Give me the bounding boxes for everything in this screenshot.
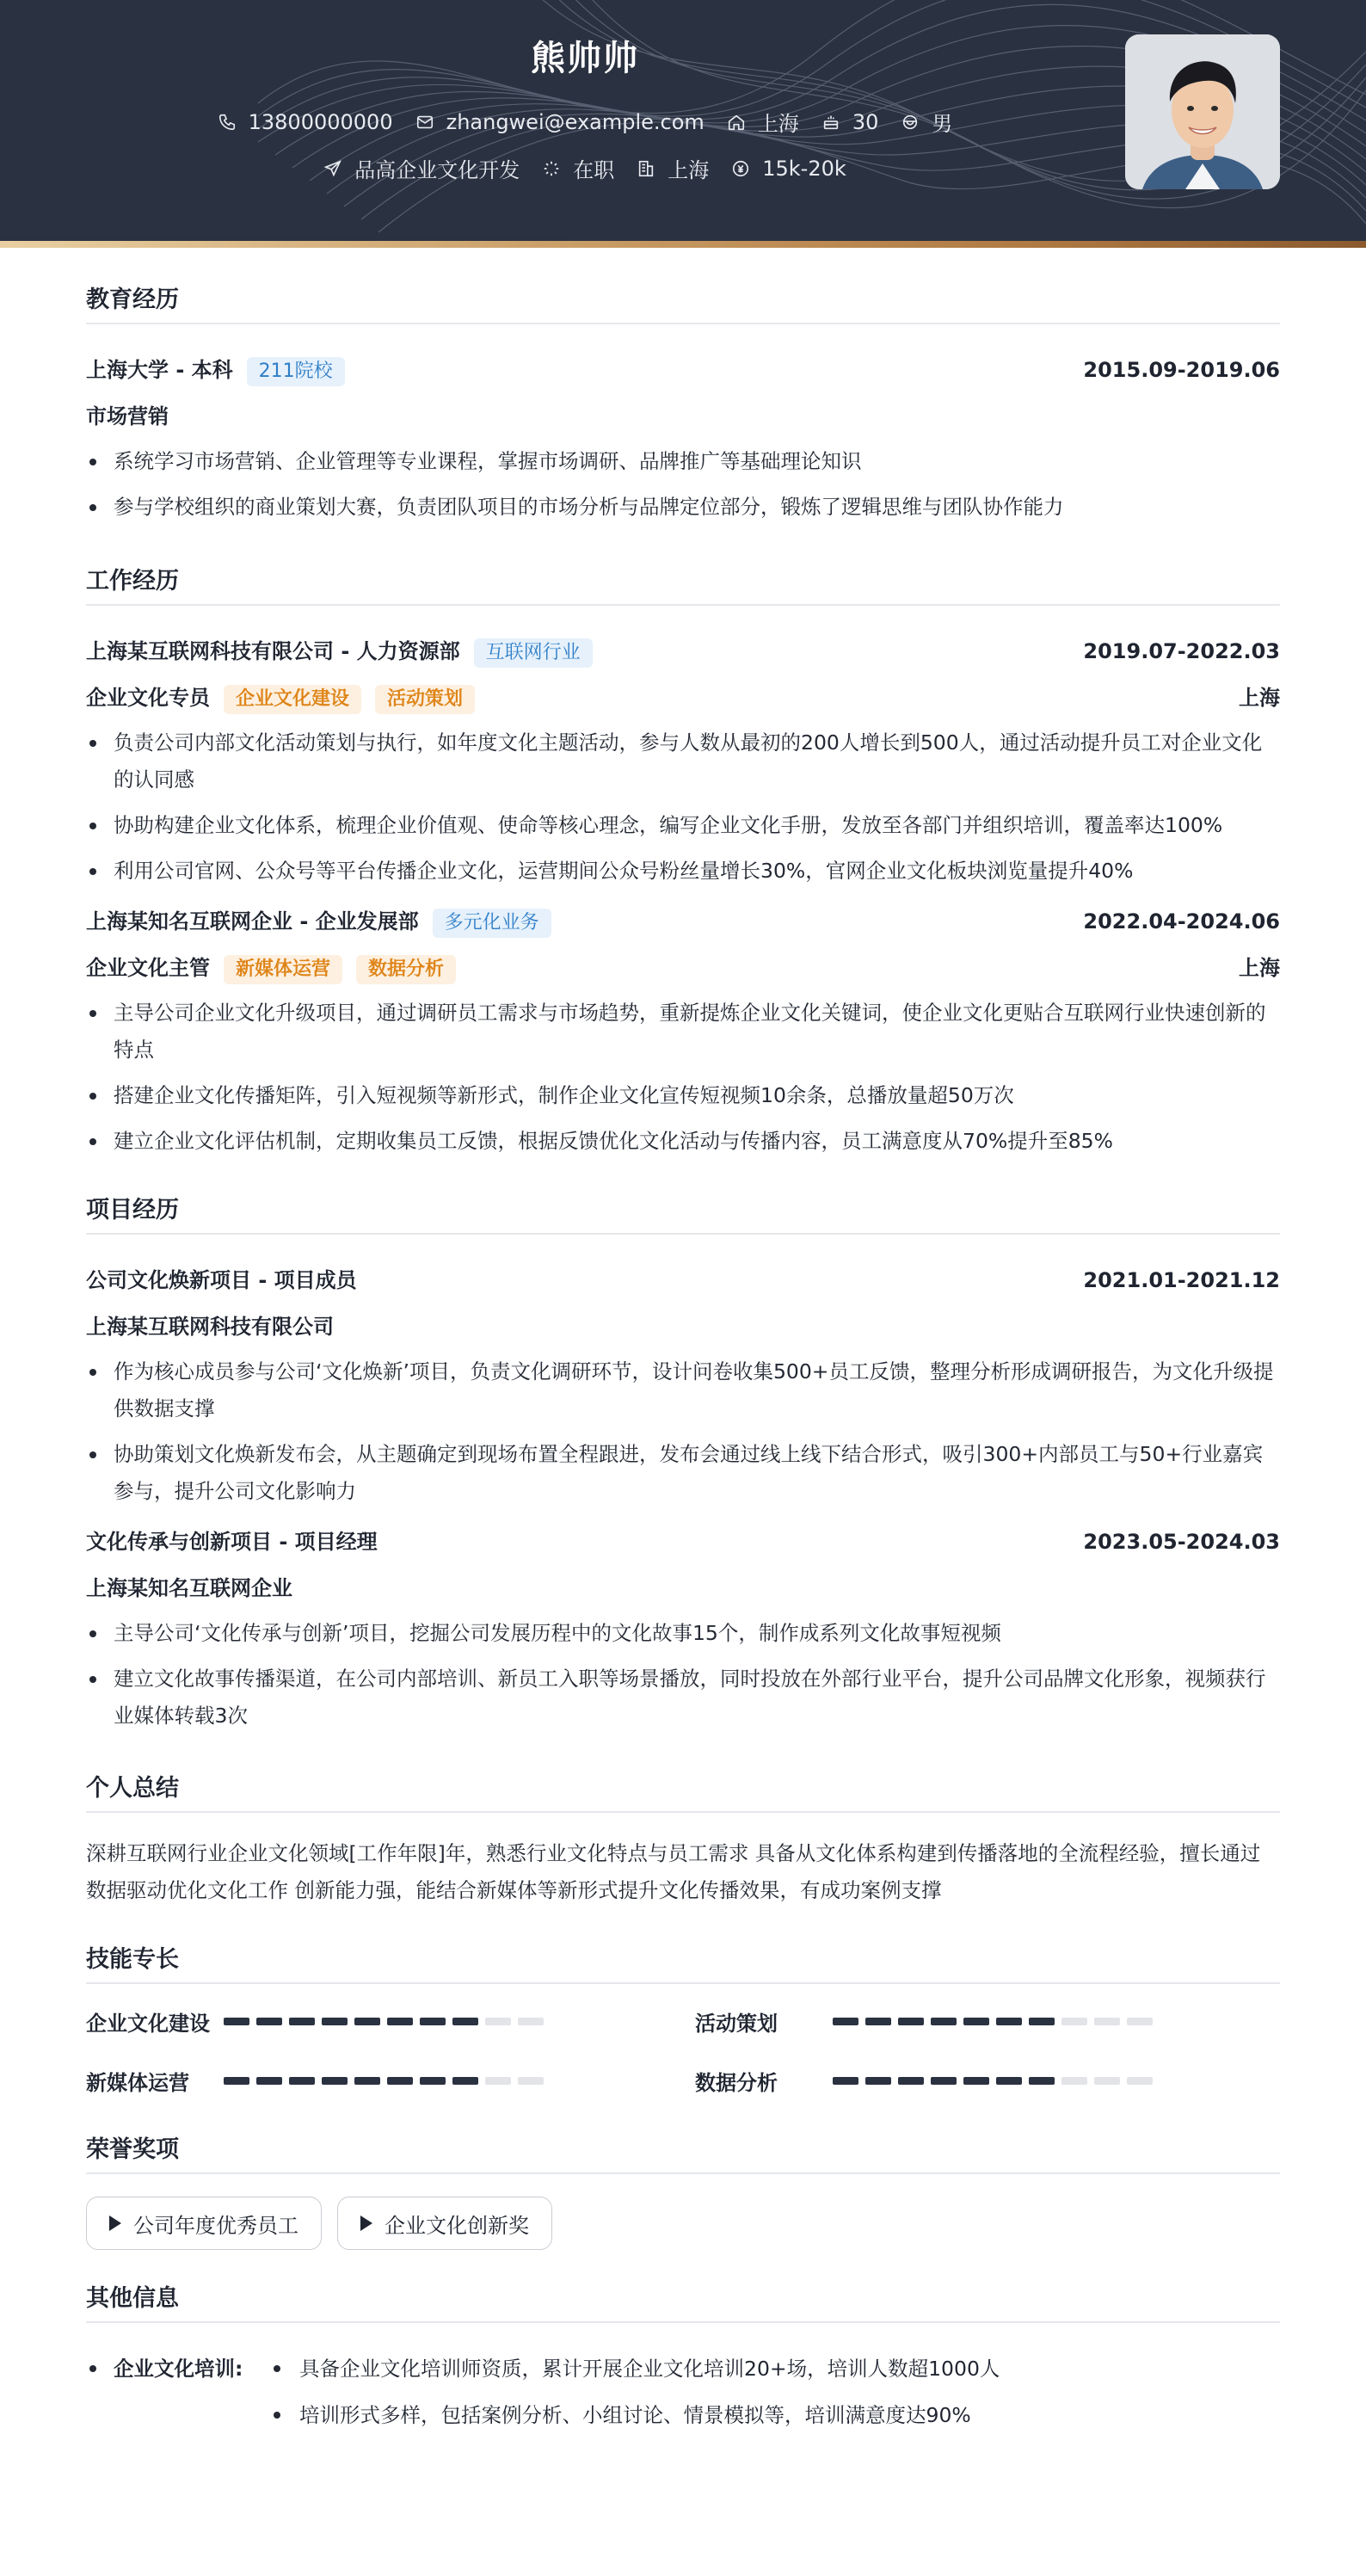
job-period: 2022.04-2024.06: [1083, 909, 1280, 934]
contact-row: [0, 107, 1170, 137]
job-bullets: [86, 995, 1280, 1160]
candidate-name: 熊帅帅: [531, 39, 639, 78]
project-entry: [86, 1519, 1280, 1735]
skill-level-segment: [833, 2018, 858, 2025]
projects-title: 项目经历: [86, 1191, 1280, 1235]
school-tag: 211院校: [247, 357, 345, 386]
skill-level-segment: [1094, 2077, 1120, 2085]
status-item: [542, 153, 614, 183]
skills-section: [86, 1940, 1280, 2096]
gender-item: [901, 107, 952, 137]
skill-level-segment: [518, 2077, 544, 2085]
skill-level-segment: [1061, 2018, 1087, 2025]
role-tag: 新媒体运营: [224, 955, 342, 984]
skill-level-segment: [898, 2018, 924, 2025]
skill-name: 企业文化建设: [86, 2012, 210, 2036]
skill-level-segment: [1061, 2077, 1087, 2085]
project-bullets: [86, 1353, 1280, 1510]
skill-level-segment: [420, 2018, 446, 2025]
list-item: 协助构建企业文化体系，梳理企业价值观、使命等核心理念，编写企业文化手册，发放至各部门并组织培训，覆盖率达100%: [86, 807, 1280, 844]
list-item: 参与学校组织的商业策划大赛，负责团队项目的市场分析与品牌定位部分，锻炼了逻辑思维与团队协作能力: [86, 489, 1280, 526]
other-row: [86, 2345, 1280, 2392]
job-entry: [86, 628, 1280, 890]
skill-level-segment: [518, 2018, 544, 2025]
age-item: [821, 110, 879, 134]
project-entry: [86, 1257, 1280, 1510]
skill-level-segment: [931, 2018, 957, 2025]
award-label: 公司年度优秀员工: [133, 2213, 298, 2238]
other-label-spacer: [114, 2392, 268, 2438]
status-value: 在职: [573, 158, 615, 182]
skill-name: 新媒体运营: [86, 2071, 189, 2095]
company-tag: 互联网行业: [474, 638, 593, 668]
work-section: [86, 562, 1280, 1160]
role-tag: 企业文化建设: [224, 685, 361, 714]
target-city-value: 上海: [668, 158, 710, 182]
awards-title: 荣誉奖项: [86, 2130, 1280, 2174]
salary-value: 15k-20k: [762, 156, 846, 181]
skill-level-bar: [224, 2018, 551, 2025]
building-icon: [637, 159, 655, 178]
project-period: 2023.05-2024.03: [1083, 1530, 1280, 1554]
skill-level-segment: [1094, 2018, 1120, 2025]
major: 市场营销: [86, 404, 169, 428]
skill-level-segment: [963, 2077, 989, 2085]
skill-level-segment: [485, 2077, 511, 2085]
home-icon: [727, 113, 746, 132]
company-name: 上海某知名互联网企业 - 企业发展部: [86, 909, 419, 934]
role-row: [86, 675, 1280, 721]
skill-level-segment: [1029, 2077, 1055, 2085]
skill-level-segment: [322, 2077, 348, 2085]
skill-level-segment: [224, 2077, 249, 2085]
role-line: [86, 945, 456, 991]
list-item: 负责公司内部文化活动策划与执行，如年度文化主题活动，参与人数从最初的200人增长到500人，通过活动提升员工对企业文化的认同感: [86, 724, 1280, 798]
job-intent-row: [0, 153, 1170, 183]
resume-body: [86, 258, 1280, 2438]
skill-level-segment: [931, 2077, 957, 2085]
resume-header: [0, 0, 1366, 241]
target-job-value: 品高企业文化开发: [354, 158, 520, 182]
list-item: 建立企业文化评估机制，定期收集员工反馈，根据反馈优化文化活动与传播内容，员工满意度从70%提升至85%: [86, 1123, 1280, 1160]
skill-level-segment: [1029, 2018, 1055, 2025]
person-icon: [901, 113, 920, 132]
skill-level-segment: [322, 2018, 348, 2025]
skill-level-segment: [256, 2018, 282, 2025]
skills-title: 技能专长: [86, 1940, 1280, 1984]
skill-level-segment: [354, 2018, 380, 2025]
list-item: 主导公司‘文化传承与创新’项目，挖掘公司发展历程中的文化故事15个，制作成系列文化故事短视频: [86, 1615, 1280, 1652]
education-header-row: [86, 347, 1280, 393]
skill-name: 数据分析: [695, 2071, 778, 2095]
phone-icon: [218, 113, 237, 132]
summary-title: 个人总结: [86, 1769, 1280, 1813]
target-job-item: [323, 153, 520, 183]
skill-level-segment: [224, 2018, 249, 2025]
project-org: 上海某知名互联网企业: [86, 1576, 292, 1600]
hometown-value: 上海: [757, 112, 799, 136]
skill-level-segment: [996, 2018, 1022, 2025]
list-item: 系统学习市场营销、企业管理等专业课程，掌握市场调研、品牌推广等基础理论知识: [86, 443, 1280, 480]
other-row: [86, 2392, 1280, 2438]
skill-level-segment: [387, 2077, 413, 2085]
list-item: 搭建企业文化传播矩阵，引入短视频等新形式，制作企业文化宣传短视频10余条，总播放量超50万次: [86, 1077, 1280, 1114]
phone-item: [218, 110, 393, 134]
skill-level-segment: [485, 2018, 511, 2025]
other-title: 其他信息: [86, 2279, 1280, 2323]
job-city: 上海: [1239, 956, 1280, 980]
education-period: 2015.09-2019.06: [1083, 358, 1280, 382]
list-item: 作为核心成员参与公司‘文化焕新’项目，负责文化调研环节，设计问卷收集500+员工反馈，整理分析形成调研报告，为文化升级提供数据支撑: [86, 1353, 1280, 1427]
send-icon: [323, 159, 342, 178]
role-row: [86, 945, 1280, 991]
avatar-illustration: [1125, 34, 1280, 189]
skill-level-segment: [1127, 2077, 1153, 2085]
role-tag: 数据分析: [356, 955, 456, 984]
other-item: 具备企业文化培训师资质，累计开展企业文化培训20+场，培训人数超1000人: [268, 2345, 1000, 2392]
skill-level-bar: [833, 2018, 1160, 2025]
header-accent-strip: [0, 241, 1366, 248]
job-bullets: [86, 724, 1280, 890]
skill-level-segment: [898, 2077, 924, 2085]
award-badge: [337, 2197, 552, 2250]
school-name: 上海大学 - 本科: [86, 358, 233, 382]
project-org: 上海某互联网科技有限公司: [86, 1315, 334, 1339]
list-item: 利用公司官网、公众号等平台传播企业文化，运营期间公众号粉丝量增长30%，官网企业文化板块浏览量提升40%: [86, 853, 1280, 890]
skill-level-segment: [865, 2018, 891, 2025]
skill-level-segment: [452, 2018, 478, 2025]
bullet-dot: [86, 2345, 114, 2392]
skill-item: [86, 2066, 654, 2096]
skill-level-segment: [289, 2018, 315, 2025]
education-section: [86, 280, 1280, 526]
cake-icon: [821, 113, 840, 132]
list-item: 主导公司企业文化升级项目，通过调研员工需求与市场趋势，重新提炼企业文化关键词，使企业文化更贴合互联网行业快速创新的特点: [86, 995, 1280, 1069]
play-icon: [109, 2215, 121, 2231]
salary-item: [731, 157, 846, 181]
skill-level-segment: [1127, 2018, 1153, 2025]
phone-value: 13800000000: [248, 109, 393, 134]
company-line: [86, 628, 593, 675]
project-period: 2021.01-2021.12: [1083, 1268, 1280, 1292]
role-name: 企业文化专员: [86, 686, 210, 710]
role-tag: 活动策划: [375, 685, 475, 714]
skill-level-segment: [256, 2077, 282, 2085]
status-icon: [542, 159, 561, 178]
mail-icon: [415, 113, 434, 132]
skill-level-segment: [452, 2077, 478, 2085]
job-header-row: [86, 628, 1280, 675]
list-item: 建立文化故事传播渠道，在公司内部培训、新员工入职等场景播放，同时投放在外部行业平台，提升公司品牌文化形象，视频获行业媒体转载3次: [86, 1661, 1280, 1735]
email-item: [415, 110, 705, 134]
skill-item: [86, 2006, 654, 2037]
company-line: [86, 898, 551, 945]
target-city-item: [637, 153, 709, 183]
project-bullets: [86, 1615, 1280, 1735]
project-header-row: [86, 1257, 1280, 1303]
other-item: 培训形式多样，包括案例分析、小组讨论、情景模拟等，培训满意度达90%: [268, 2392, 971, 2438]
education-title: 教育经历: [86, 280, 1280, 324]
skill-level-segment: [387, 2018, 413, 2025]
skills-grid: [86, 2006, 1280, 2096]
school-line: [86, 347, 345, 393]
skill-name: 活动策划: [695, 2012, 778, 2036]
skill-level-segment: [420, 2077, 446, 2085]
play-icon: [360, 2215, 372, 2231]
project-name: 文化传承与创新项目 - 项目经理: [86, 1530, 378, 1554]
role-line: [86, 675, 475, 721]
gender-value: 男: [932, 112, 953, 136]
projects-section: [86, 1191, 1280, 1735]
money-icon: [731, 159, 750, 178]
job-period: 2019.07-2022.03: [1083, 639, 1280, 663]
skill-level-segment: [996, 2077, 1022, 2085]
skill-level-segment: [963, 2018, 989, 2025]
summary-section: [86, 1769, 1280, 1909]
awards-section: [86, 2130, 1280, 2250]
list-item: 协助策划文化焕新发布会，从主题确定到现场布置全程跟进，发布会通过线上线下结合形式，吸引300+内部员工与50+行业嘉宾参与，提升公司文化影响力: [86, 1436, 1280, 1510]
summary-text: 深耕互联网行业企业文化领域[工作年限]年，熟悉行业文化特点与员工需求 具备从文化体系构建到传播落地的全流程经验，擅长通过数据驱动优化文化工作 创新能力强，能结合新媒体等新形式提升文化传播效果，有成功案例支撑: [86, 1841, 1261, 1902]
work-title: 工作经历: [86, 562, 1280, 606]
project-name: 公司文化焕新项目 - 项目成员: [86, 1268, 357, 1292]
role-name: 企业文化主管: [86, 956, 210, 980]
skill-level-segment: [289, 2077, 315, 2085]
profile-photo: [1125, 34, 1280, 189]
skill-level-segment: [865, 2077, 891, 2085]
award-badge: [86, 2197, 322, 2250]
skill-level-segment: [833, 2077, 858, 2085]
email-value: zhangwei@example.com: [446, 109, 705, 134]
company-tag: 多元化业务: [433, 909, 551, 938]
job-header-row: [86, 898, 1280, 945]
other-section: [86, 2279, 1280, 2438]
award-label: 企业文化创新奖: [385, 2213, 529, 2238]
job-city: 上海: [1239, 686, 1280, 710]
awards-list: [86, 2197, 1280, 2250]
skill-level-bar: [833, 2077, 1160, 2085]
other-label: 企业文化培训:: [114, 2357, 243, 2381]
age-value: 30: [852, 109, 879, 134]
company-name: 上海某互联网科技有限公司 - 人力资源部: [86, 639, 460, 663]
hometown-item: [727, 107, 799, 137]
job-entry: [86, 898, 1280, 1160]
project-header-row: [86, 1519, 1280, 1565]
skill-level-bar: [224, 2077, 551, 2085]
education-bullets: [86, 443, 1280, 526]
skill-item: [695, 2006, 1263, 2037]
skill-item: [695, 2066, 1263, 2096]
skill-level-segment: [354, 2077, 380, 2085]
